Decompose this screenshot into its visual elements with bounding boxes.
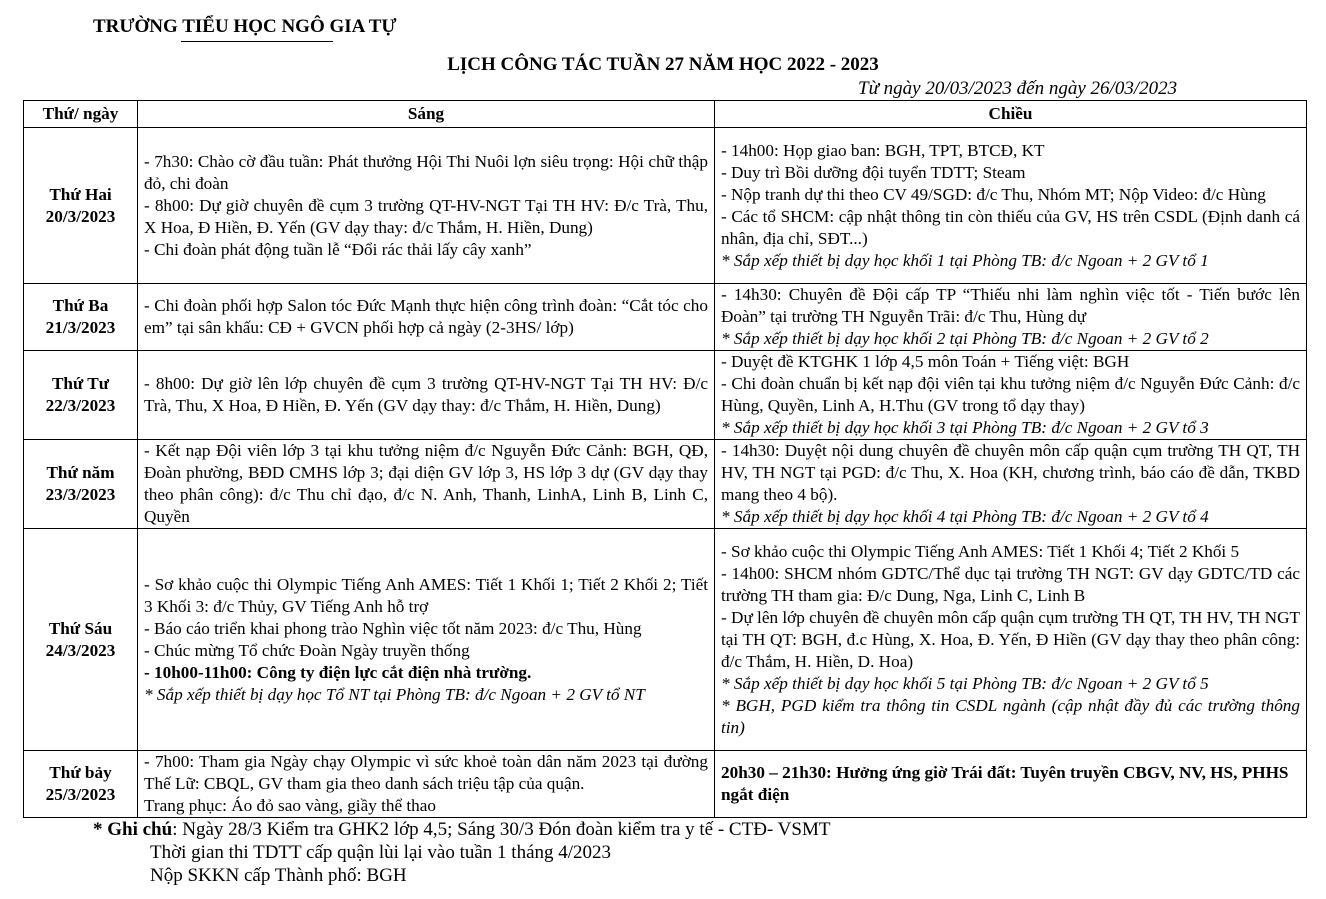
afternoon-item: - Duyệt đề KTGHK 1 lớp 4,5 môn Toán + Tiếng việt: BGH bbox=[721, 352, 1130, 371]
table-row bbox=[24, 440, 1307, 529]
day-date: 24/3/2023 bbox=[45, 640, 116, 660]
afternoon-item-bold: 20h30 – 21h30: Hưởng ứng giờ Trái đất: Tuyên truyền CBGV, NV, HS, PHHS ngắt điện bbox=[721, 763, 1289, 804]
day-date: 20/3/2023 bbox=[45, 206, 116, 226]
afternoon-item: - 14h00: SHCM nhóm GDTC/Thể dục tại trường TH NGT: GV dạy GDTC/TD các trường TH tham gia: Đ/c Dung, Nga, Linh C, Linh B bbox=[721, 563, 1300, 605]
day-name: Thứ năm bbox=[46, 463, 115, 482]
morning-item-bold: - 10h00-11h00: Công ty điện lực cắt điện nhà trường. bbox=[144, 662, 532, 682]
afternoon-item: - Sơ khảo cuộc thi Olympic Tiếng Anh AMES: Tiết 1 Khối 4; Tiết 2 Khối 5 bbox=[721, 541, 1240, 561]
morning-item: - 7h00: Tham gia Ngày chạy Olympic vì sức khoẻ toàn dân năm 2023 tại đường Thế Lữ: CBQL, GV tham gia theo danh sách triệu tập của quận. bbox=[144, 752, 708, 793]
morning-note: * Sắp xếp thiết bị dạy học Tổ NT tại Phòng TB: đ/c Ngoan + 2 GV tổ NT bbox=[144, 684, 645, 704]
day-name: Thứ Hai bbox=[49, 184, 112, 204]
afternoon-note: * Sắp xếp thiết bị dạy học khối 4 tại Phòng TB: đ/c Ngoan + 2 GV tổ 4 bbox=[721, 507, 1209, 526]
morning-item: - Chi đoàn phối hợp Salon tóc Đức Mạnh thực hiện công trình đoàn: “Cắt tóc cho em” tại sân khấu: CĐ + GVCN phối hợp cả ngày (2-3HS/ lớp) bbox=[144, 296, 708, 337]
table-row bbox=[24, 529, 1307, 751]
header-day: Thứ/ ngày bbox=[24, 101, 138, 128]
day-cell bbox=[24, 351, 138, 440]
afternoon-note: * Sắp xếp thiết bị dạy học khối 2 tại Phòng TB: đ/c Ngoan + 2 GV tổ 2 bbox=[721, 329, 1209, 348]
day-cell bbox=[24, 751, 138, 818]
header-afternoon: Chiều bbox=[715, 101, 1307, 128]
morning-item: - Chi đoàn phát động tuần lễ “Đổi rác thải lấy cây xanh” bbox=[144, 239, 532, 259]
day-date: 22/3/2023 bbox=[45, 396, 116, 415]
day-name: Thứ Tư bbox=[51, 374, 110, 393]
notes bbox=[93, 818, 830, 887]
morning-item: - Sơ khảo cuộc thi Olympic Tiếng Anh AMES: Tiết 1 Khối 1; Tiết 2 Khối 2; Tiết 3 Khối 3: đ/c Thủy, GV Tiếng Anh hỗ trợ bbox=[144, 574, 708, 616]
afternoon-cell bbox=[715, 351, 1307, 440]
school-name-underline bbox=[181, 41, 333, 42]
header-morning: Sáng bbox=[138, 101, 715, 128]
notes-text: : Ngày 28/3 Kiểm tra GHK2 lớp 4,5; Sáng 30/3 Đón đoàn kiểm tra y tế - CTĐ- VSMT bbox=[172, 819, 831, 840]
morning-item: - 7h30: Chào cờ đầu tuần: Phát thưởng Hội Thi Nuôi lợn siêu trọng: Hội chữ thập đỏ, chi đoàn bbox=[144, 151, 708, 193]
day-name: Thứ Ba bbox=[52, 296, 109, 315]
afternoon-note: * BGH, PGD kiểm tra thông tin CSDL ngành (cập nhật đầy đủ các trường thông tin) bbox=[721, 695, 1300, 737]
day-date: 23/3/2023 bbox=[45, 485, 116, 504]
day-name: Thứ bảy bbox=[49, 763, 112, 782]
afternoon-item: - 14h30: Duyệt nội dung chuyên đề chuyên môn cấp quận cụm trường TH QT, TH HV, TH NGT tại PGD: đ/c Thu, X. Hoa (KH, chương trình, báo cáo đề dẫn, TKBD mang theo 4 bộ). bbox=[721, 441, 1300, 504]
day-cell bbox=[24, 128, 138, 284]
day-cell bbox=[24, 440, 138, 529]
morning-item: - 8h00: Dự giờ lên lớp chuyên đề cụm 3 trường QT-HV-NGT Tại TH HV: Đ/c Trà, Thu, X Hoa, Đ Hiền, Đ. Yến (GV dạy thay: đ/c Thắm, H. Hiền, Dung) bbox=[144, 374, 708, 415]
afternoon-item: - 14h00: Họp giao ban: BGH, TPT, BTCĐ, KT bbox=[721, 140, 1045, 160]
afternoon-item: - Các tổ SHCM: cập nhật thông tin còn thiếu của GV, HS trên CSDL (Định danh cá nhân, địa chỉ, SĐT...) bbox=[721, 206, 1300, 248]
afternoon-cell bbox=[715, 440, 1307, 529]
morning-item: - Báo cáo triển khai phong trào Nghìn việc tốt năm 2023: đ/c Thu, Hùng bbox=[144, 618, 642, 638]
day-cell bbox=[24, 284, 138, 351]
afternoon-cell bbox=[715, 529, 1307, 751]
afternoon-note: * Sắp xếp thiết bị dạy học khối 3 tại Phòng TB: đ/c Ngoan + 2 GV tổ 3 bbox=[721, 418, 1209, 437]
table-row bbox=[24, 284, 1307, 351]
morning-item: - Chúc mừng Tổ chức Đoàn Ngày truyền thống bbox=[144, 640, 470, 660]
table-row bbox=[24, 128, 1307, 284]
afternoon-cell bbox=[715, 284, 1307, 351]
school-name: TRƯỜNG TIỂU HỌC NGÔ GIA TỰ bbox=[93, 16, 397, 38]
afternoon-note: * Sắp xếp thiết bị dạy học khối 1 tại Phòng TB: đ/c Ngoan + 2 GV tổ 1 bbox=[721, 250, 1209, 270]
afternoon-note: * Sắp xếp thiết bị dạy học khối 5 tại Phòng TB: đ/c Ngoan + 2 GV tổ 5 bbox=[721, 673, 1209, 693]
notes-label: * Ghi chú bbox=[93, 819, 173, 840]
notes-line-2: Thời gian thi TDTT cấp quận lùi lại vào tuần 1 tháng 4/2023 bbox=[150, 842, 612, 863]
morning-cell bbox=[138, 440, 715, 529]
afternoon-item: - Nộp tranh dự thi theo CV 49/SGD: đ/c Thu, Nhóm MT; Nộp Video: đ/c Hùng bbox=[721, 184, 1266, 204]
day-cell bbox=[24, 529, 138, 751]
afternoon-cell bbox=[715, 751, 1307, 818]
table-row bbox=[24, 351, 1307, 440]
afternoon-item: - Dự lên lớp chuyên đề chuyên môn cấp quận cụm trường TH QT, TH HV, TH NGT tại TH QT: BGH, đ.c Hùng, X. Hoa, Đ. Yến, Đ Hiền (GV dạy thay theo phân công: đ/c Thắm, H. Hiền, D. Hoa) bbox=[721, 607, 1300, 671]
morning-cell bbox=[138, 529, 715, 751]
morning-cell bbox=[138, 284, 715, 351]
morning-item: Trang phục: Áo đỏ sao vàng, giầy thể thao bbox=[144, 796, 436, 815]
table-row bbox=[24, 751, 1307, 818]
morning-cell bbox=[138, 128, 715, 284]
notes-line-1 bbox=[93, 819, 830, 840]
afternoon-item: - 14h30: Chuyên đề Đội cấp TP “Thiếu nhi làm nghìn việc tốt - Tiến bước lên Đoàn” tại trường TH Nguyễn Trãi: đ/c Thu, Hùng dự bbox=[721, 285, 1300, 326]
day-date: 25/3/2023 bbox=[45, 785, 116, 804]
afternoon-cell bbox=[715, 128, 1307, 284]
day-name: Thứ Sáu bbox=[48, 618, 113, 638]
afternoon-item: - Chi đoàn chuẩn bị kết nạp đội viên tại khu tưởng niệm đ/c Nguyễn Đức Cảnh: đ/c Hùng, Quyền, Linh A, H.Thu (GV trong tổ dạy thay) bbox=[721, 374, 1300, 415]
schedule-table bbox=[23, 100, 1307, 818]
morning-cell bbox=[138, 751, 715, 818]
date-range: Từ ngày 20/03/2023 đến ngày 26/03/2023 bbox=[858, 78, 1178, 99]
schedule-title: LỊCH CÔNG TÁC TUẦN 27 NĂM HỌC 2022 - 2023 bbox=[447, 54, 879, 75]
afternoon-item: - Duy trì Bồi dưỡng đội tuyển TDTT; Steam bbox=[721, 162, 1026, 182]
header-row bbox=[24, 101, 1307, 128]
morning-item: - Kết nạp Đội viên lớp 3 tại khu tưởng niệm đ/c Nguyễn Đức Cảnh: BGH, QĐ, Đoàn phường, BĐD CMHS lớp 3; đại diện GV lớp 3, HS lớp 3 dự (GV dạy thay theo phân công): đ/c Thu chỉ đạo, đ/c N. Anh, Thanh, LinhA, Linh B, Linh C, Quyền bbox=[144, 441, 708, 526]
morning-item: - 8h00: Dự giờ chuyên đề cụm 3 trường QT-HV-NGT Tại TH HV: Đ/c Trà, Thu, X Hoa, Đ Hiền, Đ. Yến (GV dạy thay: đ/c Thắm, H. Hiền, Dung) bbox=[144, 195, 708, 237]
notes-line-3: Nộp SKKN cấp Thành phố: BGH bbox=[150, 865, 407, 886]
day-date: 21/3/2023 bbox=[45, 318, 116, 337]
morning-cell bbox=[138, 351, 715, 440]
